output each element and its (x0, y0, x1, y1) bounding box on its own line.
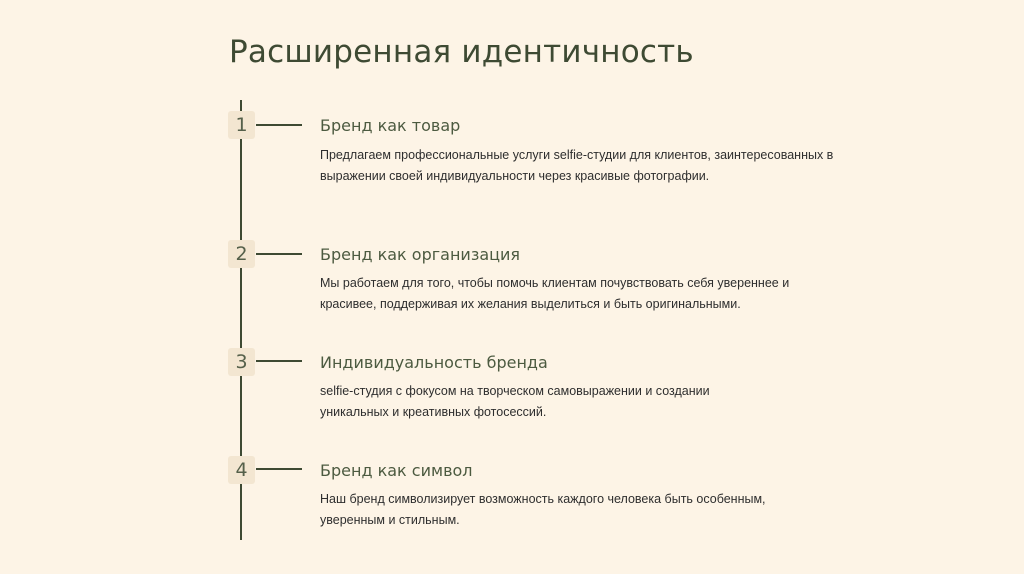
item-heading: Бренд как товар (320, 116, 461, 135)
connector-line (256, 360, 302, 362)
step-number: 4 (235, 459, 248, 481)
step-number: 3 (235, 351, 248, 373)
step-number: 2 (235, 243, 248, 265)
step-number: 1 (235, 114, 248, 136)
step-number-box (228, 240, 255, 268)
item-heading: Индивидуальность бренда (320, 353, 548, 372)
item-description: Наш бренд символизирует возможность каждого человека быть особенным, уверенным и стильным. (320, 492, 766, 527)
item-description: Мы работаем для того, чтобы помочь клиентам почувствовать себя увереннее и красивее, поддерживая их желания выделиться и быть оригинальными. (320, 276, 790, 311)
step-number-box (228, 456, 255, 484)
connector-line (256, 468, 302, 470)
item-heading: Бренд как символ (320, 461, 473, 480)
item-heading: Бренд как организация (320, 245, 521, 264)
step-number-box (228, 111, 255, 139)
connector-line (256, 253, 302, 255)
connector-line (256, 124, 302, 126)
item-description: selfie-студия с фокусом на творческом самовыражении и создании уникальных и креативных фотосессий. (320, 384, 710, 419)
step-number-box (228, 348, 255, 376)
slide-title: Расширенная идентичность (229, 34, 694, 70)
item-description: Предлагаем профессиональные услуги selfie-студии для клиентов, заинтересованных в выражении своей индивидуальности через красивые фотографии. (320, 148, 834, 183)
